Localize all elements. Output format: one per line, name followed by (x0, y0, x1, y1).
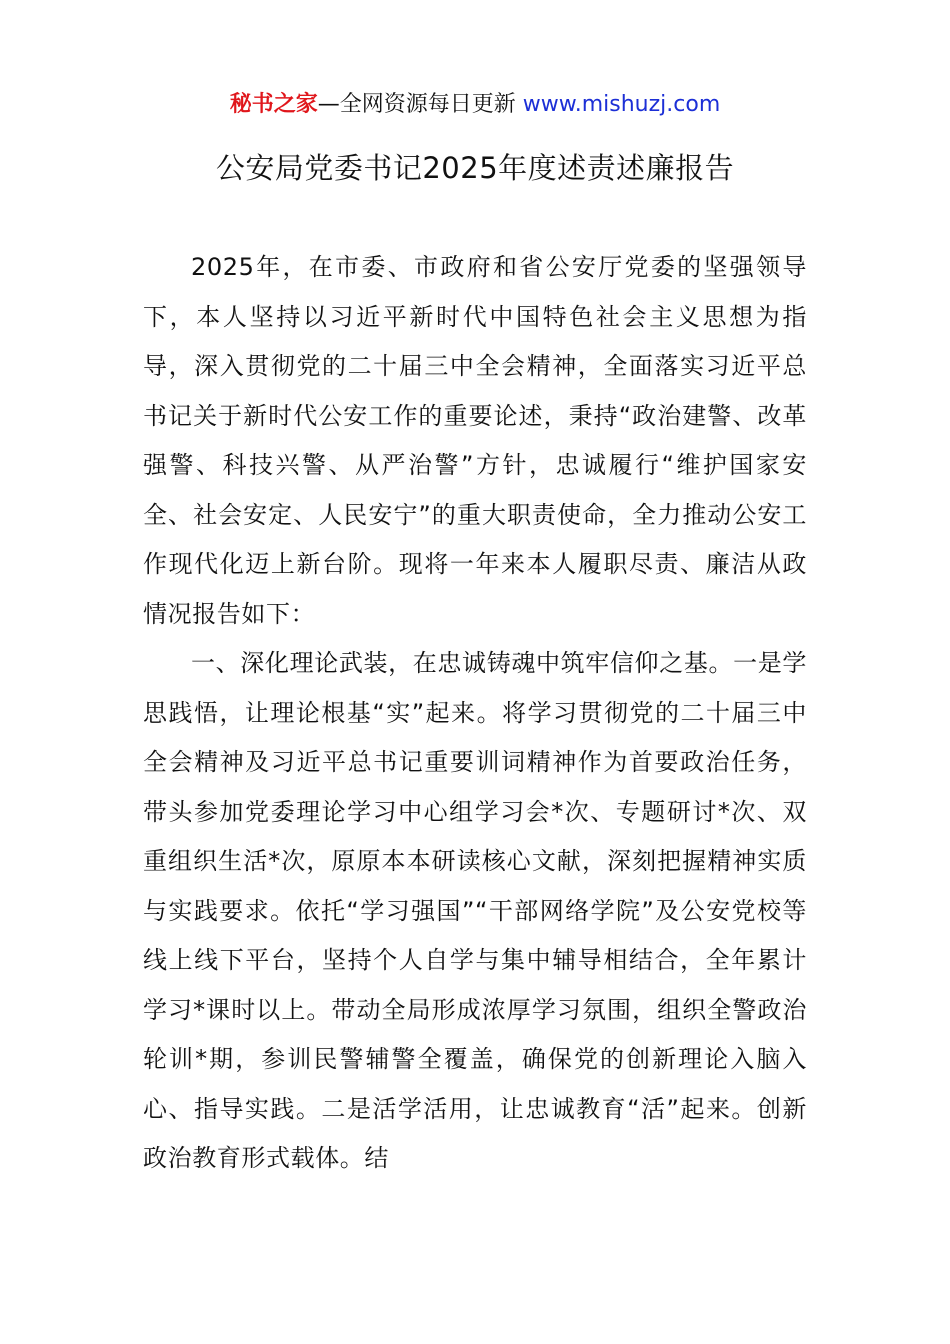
site-url-link[interactable]: www.mishuzj.com (522, 92, 721, 117)
paragraph-intro: 2025年，在市委、市政府和省公安厅党委的坚强领导下，本人坚持以习近平新时代中国特色社会主义思想为指导，深入贯彻党的二十届三中全会精神，全面落实习近平总书记关于新时代公安工作的重要论述，秉持“政治建警、改革强警、科技兴警、从严治警”方针，忠诚履行“维护国家安全、社会安定、人民安宁”的重大职责使命，全力推动公安工作现代化迈上新台阶。现将一年来本人履职尽责、廉洁从政情况报告如下： (143, 253, 807, 628)
document-body (143, 243, 807, 1184)
site-header (0, 90, 950, 120)
site-brand: 秘书之家 (229, 92, 318, 117)
paragraph-section-one: 一、深化理论武装，在忠诚铸魂中筑牢信仰之基。一是学思践悟，让理论根基“实”起来。将学习贯彻党的二十届三中全会精神及习近平总书记重要训词精神作为首要政治任务，带头参加党委理论学习中心组学习会*次、专题研讨*次、双重组织生活*次，原原本本研读核心文献，深刻把握精神实质与实践要求。依托“学习强国”“干部网络学院”及公安党校等线上线下平台，坚持个人自学与集中辅导相结合，全年累计学习*课时以上。带动全局形成浓厚学习氛围，组织全警政治轮训*期，参训民警辅警全覆盖，确保党的创新理论入脑入心、指导实践。二是活学活用，让忠诚教育“活”起来。创新政治教育形式载体。结 (143, 649, 807, 1172)
site-tagline: —全网资源每日更新 (317, 92, 523, 117)
document-title: 公安局党委书记2025年度述责述廉报告 (215, 151, 735, 185)
